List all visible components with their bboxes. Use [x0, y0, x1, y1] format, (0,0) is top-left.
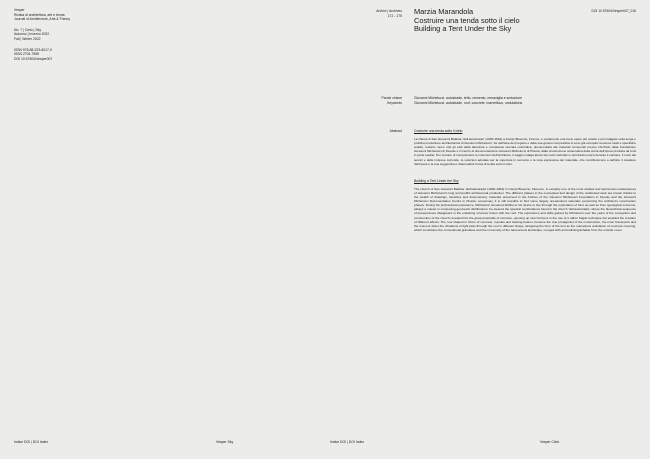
abstract-heading-it: Costruire una tenda sotto il cielo	[414, 129, 463, 133]
isbn: ISSN 978-88-229-6017-0	[14, 47, 52, 52]
journal-name-block	[14, 8, 134, 22]
issue-season-it: Autunno | Inverno 2022	[14, 32, 50, 37]
issue-number: No. 7 | Cielo | Sky	[14, 27, 42, 32]
title-english: Building a Tent Under the Sky	[414, 24, 512, 34]
abstract-heading-en: Building a Tent Under the Sky	[414, 178, 459, 183]
keywords-it: Giovanni Michelucci, autostrade, tetto, cemento, meraviglia e seduzione	[414, 96, 522, 100]
abstract-label	[330, 129, 402, 134]
keywords	[414, 96, 636, 105]
issue-block	[14, 28, 134, 42]
page-range: 172 - 175	[387, 13, 402, 18]
abstract-italian	[414, 129, 636, 166]
section-name: Archivi | Archives	[376, 9, 402, 13]
issue-season-en: Fall | Winter 2022	[14, 36, 41, 41]
article-header	[414, 8, 520, 34]
section-archives	[330, 9, 402, 18]
keywords-label	[330, 96, 402, 105]
title-italian: Costruire una tenda sotto il cielo	[414, 15, 520, 25]
article-doi: DOI 10.57604/Vesper007_016	[591, 9, 636, 13]
footer-doi-index-right: Indice DOI | DOI Index	[330, 440, 365, 444]
abstract-text-it: La chiesa di San Giovanni Battista "dell'autostrada" (1960-1964) a Campi Bisenzio, Firenze, è certamente una tra le opere più celebri e più indagate nella lunga e prolifica produzione architettonica di Giovanni Michelucci. Se dell'idea del progetto e della sua genesi compositiva si sono già occupati numerosi studi e specifiche analisi, restano meno noti gli esiti della laboriosa e complessa vicenda costruttiva, documentata dai materiali conservati presso l'Archivio della Fondazione Giovanni Michelucci di Fiesole e il Centro di documentazione Giovanni Michelucci di Pistoia, dalla ricostruzione sistematica della storia dell'opera prodotta da fonti in parte inedite. Per cercare di comprendere le intenzioni dell'architetto, il saggio indaga alcuni dei nodi costruttivi e strutturali emersi durante il cantiere, il ruolo dei tecnici e delle imprese coinvolte, le soluzioni adottate per la copertura in cemento e la resa espressiva del materiale, che contribuiscono a definire il carattere dell'opera e la sua suggestiva e drammatica forma di tenda sotto il cielo.	[414, 137, 636, 166]
keywords-en: Giovanni Michelucci, autostrade, roof, concrete, marvellous, undulations	[414, 100, 523, 105]
issn: ISSN 2704-7598	[14, 52, 40, 57]
footer-journal-right: Vesper Cielo	[540, 440, 560, 444]
journal-info	[14, 8, 134, 67]
journal-subtitle-it: Rivista di architettura, arti e teoria	[14, 12, 65, 17]
footer-doi-index-left: Indice DOI | DOI Index	[14, 440, 49, 444]
journal-doi: DOI 10.57604/Vesper007	[14, 56, 53, 61]
keywords-label-en: Keywords	[387, 100, 402, 105]
keywords-label-it: Parole chiave	[381, 96, 402, 100]
abstract-english	[414, 179, 636, 232]
journal-subtitle-en: Journal of Architecture, Arts & Theory	[14, 17, 71, 22]
footer-journal-left: Vesper Sky	[216, 440, 234, 444]
identifier-block	[14, 48, 134, 62]
journal-title: Vesper	[14, 8, 25, 12]
author-name: Marzia Marandola	[414, 7, 474, 16]
abstract-text-en: The church of San Giovanni Battista 'dell'autostrada' (1960-1964) in Campi Bisenzio, Florence, is certainly one of the most studied and well-known masterpieces of Giovanni Michelucci's long and prolific architectural production. The different phases in the conceptual and design of the celebrated work are known thanks to the wealth of drawings, sketches and documentary materials preserved in the Archive of the Giovanni Michelucci Foundation in Fiesole and the Giovanni Michelucci Documentation Centre in Pistoia; conversely, it is still possible to find some largely unexamined materials concerning the architect's construction phases. During his professional experience, Michelucci remained faithful to his desire to live through the exploration of form as well as from typological concerns, always a master in composing geometric distributions; he steered the spectral combinations found in the church 'dell'autostrada', where the hierarchical sequence of prospectuses disappears in the entwining structure fusion with the roof. The experience and skills gained by Michelucci over the years of the conception and construction of the church revealed him the great potentials of concrete, opening up new horizons in the use of a rather fragile technique but enabled the creation of different effects. The roof shaped in forms of concrete, cupolas and twisting beams, became the true protagonist of the construction, the inner framework and the moment when the vibrations of light pass through the roof in different shape, designing the form of the tent as the marvellous undulation of concrete covering, which constitutes the conventional grandiose and the immensity of the harmonious landscape, merged with and indistinguishable from the outside cover.	[414, 186, 636, 232]
abstract	[414, 129, 636, 245]
abstract-label-text: Abstract	[389, 129, 402, 133]
